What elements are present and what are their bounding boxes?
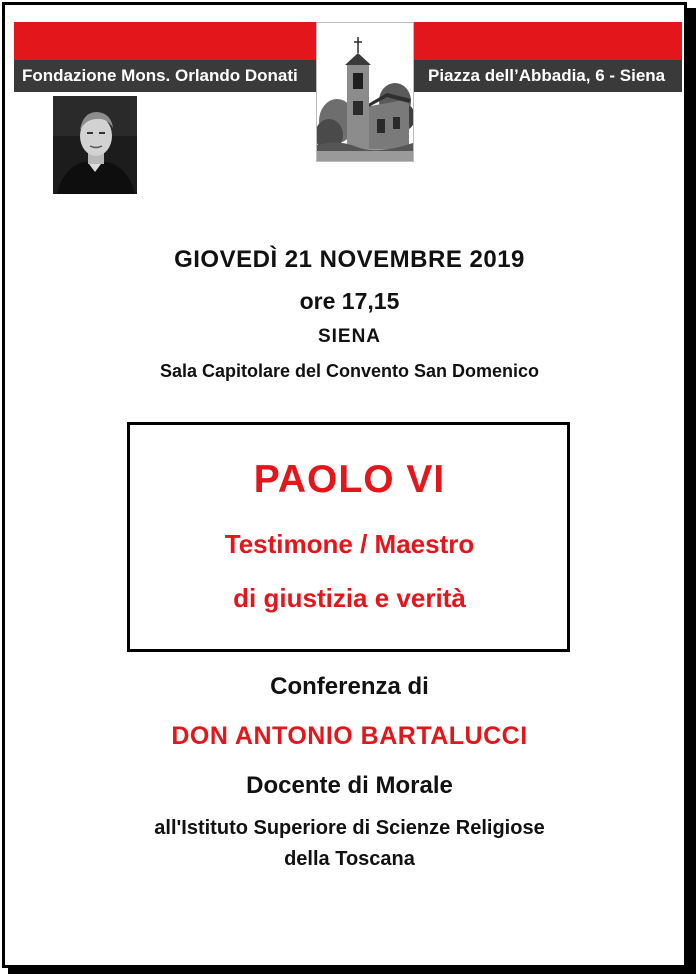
talk-title: PAOLO VI xyxy=(253,458,446,501)
portrait-illustration xyxy=(53,96,137,194)
speaker-institution-line-1: all'Istituto Superiore di Scienze Religiose xyxy=(154,817,545,839)
event-city: SIENA xyxy=(317,326,382,347)
organization-address: Piazza dell’Abbadia, 6 - Siena xyxy=(414,60,682,92)
talk-subtitle-line-1: Testimone / Maestro xyxy=(224,529,475,559)
church-illustration xyxy=(317,23,413,161)
speaker-name: DON ANTONIO BARTALUCCI xyxy=(171,722,528,750)
church-bell-tower-photo xyxy=(316,22,414,162)
event-date: GIOVEDÌ 21 NOVEMBRE 2019 xyxy=(174,246,525,273)
portrait-photo xyxy=(53,96,137,194)
conference-intro: Conferenza di xyxy=(270,673,429,700)
organization-name: Fondazione Mons. Orlando Donati xyxy=(14,60,316,92)
talk-subtitle-line-2: di giustizia e verità xyxy=(233,583,466,613)
frame-shadow-bottom xyxy=(8,966,696,974)
event-time: ore 17,15 xyxy=(299,288,400,314)
speaker-role: Docente di Morale xyxy=(246,772,453,799)
speaker-institution-line-2: della Toscana xyxy=(284,848,415,870)
event-venue: Sala Capitolare del Convento San Domenico xyxy=(159,361,540,381)
